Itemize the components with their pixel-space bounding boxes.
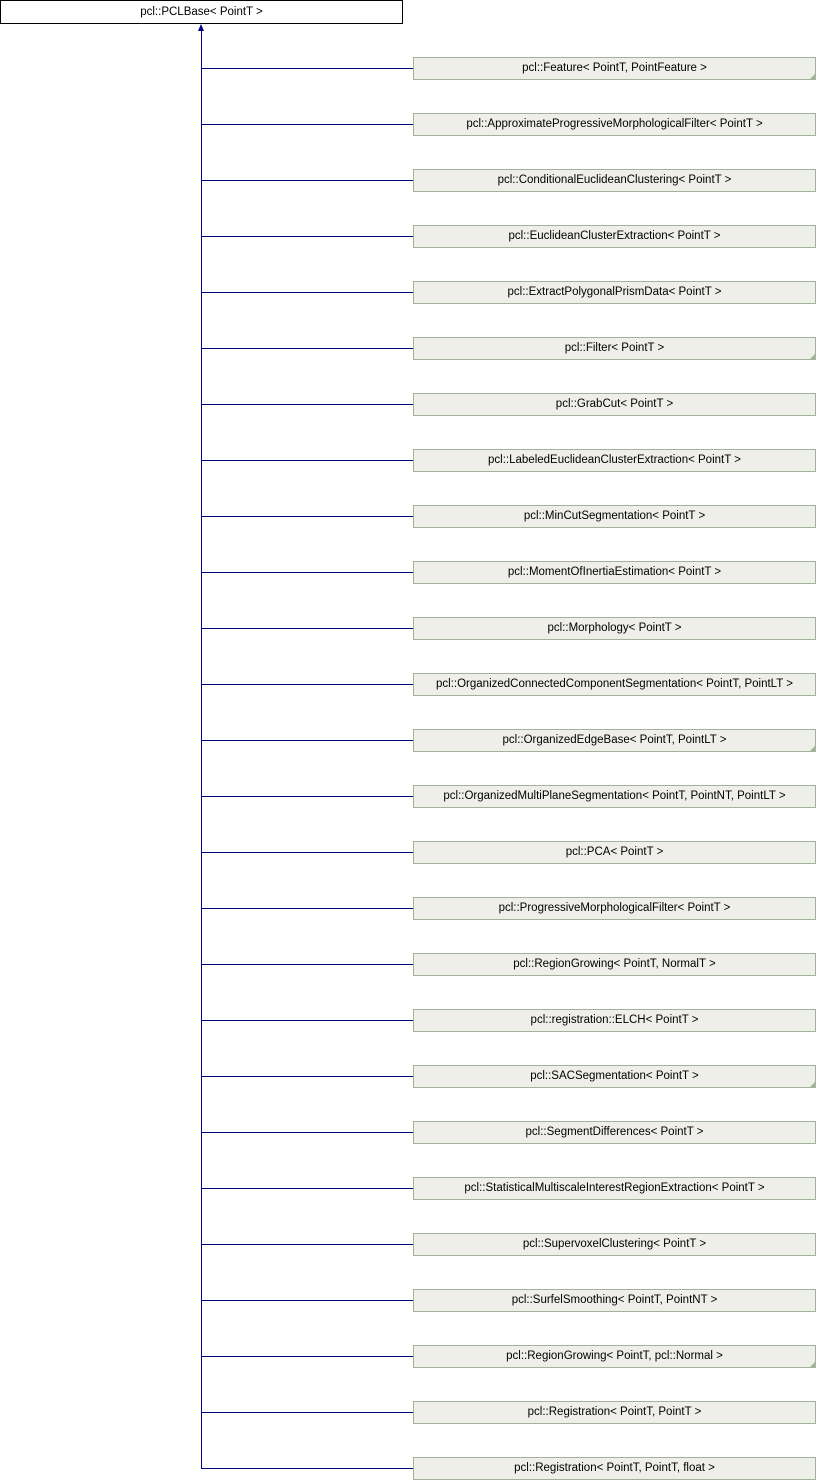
inheritance-edge: [201, 460, 413, 461]
derived-class-node[interactable]: pcl::Morphology< PointT >: [413, 617, 816, 640]
derived-class-node[interactable]: pcl::OrganizedEdgeBase< PointT, PointLT >: [413, 729, 816, 752]
inheritance-edge: [201, 68, 413, 69]
derived-class-node[interactable]: pcl::ExtractPolygonalPrismData< PointT >: [413, 281, 816, 304]
inheritance-edge: [201, 740, 413, 741]
derived-class-node[interactable]: pcl::StatisticalMultiscaleInterestRegionExtraction< PointT >: [413, 1177, 816, 1200]
derived-class-node[interactable]: pcl::OrganizedConnectedComponentSegmentation< PointT, PointLT >: [413, 673, 816, 696]
inheritance-edge: [201, 1076, 413, 1077]
derived-class-node[interactable]: pcl::LabeledEuclideanClusterExtraction< PointT >: [413, 449, 816, 472]
inheritance-edge: [201, 1244, 413, 1245]
inheritance-edge: [201, 908, 413, 909]
inheritance-edge: [201, 292, 413, 293]
inheritance-edge: [201, 124, 413, 125]
derived-class-node[interactable]: pcl::SegmentDifferences< PointT >: [413, 1121, 816, 1144]
inheritance-edge: [201, 1300, 413, 1301]
derived-class-node[interactable]: pcl::GrabCut< PointT >: [413, 393, 816, 416]
inheritance-edge: [201, 684, 413, 685]
derived-class-node[interactable]: pcl::Feature< PointT, PointFeature >: [413, 57, 816, 80]
derived-class-node[interactable]: pcl::OrganizedMultiPlaneSegmentation< PointT, PointNT, PointLT >: [413, 785, 816, 808]
inheritance-edge: [201, 236, 413, 237]
inheritance-edge: [201, 180, 413, 181]
derived-class-node[interactable]: pcl::MinCutSegmentation< PointT >: [413, 505, 816, 528]
inheritance-edge: [201, 796, 413, 797]
inheritance-edge: [201, 964, 413, 965]
derived-class-node[interactable]: pcl::ConditionalEuclideanClustering< PointT >: [413, 169, 816, 192]
inheritance-edge: [201, 1412, 413, 1413]
derived-class-node[interactable]: pcl::registration::ELCH< PointT >: [413, 1009, 816, 1032]
derived-class-node[interactable]: pcl::RegionGrowing< PointT, pcl::Normal >: [413, 1345, 816, 1368]
inheritance-trunk-line: [201, 30, 202, 1469]
inheritance-edge: [201, 1188, 413, 1189]
derived-class-node[interactable]: pcl::Registration< PointT, PointT, float >: [413, 1457, 816, 1480]
inheritance-edge: [201, 516, 413, 517]
derived-class-node[interactable]: pcl::PCA< PointT >: [413, 841, 816, 864]
derived-class-node[interactable]: pcl::Registration< PointT, PointT >: [413, 1401, 816, 1424]
inheritance-edge: [201, 1468, 413, 1469]
inheritance-edge: [201, 1356, 413, 1357]
inheritance-edge: [201, 1020, 413, 1021]
derived-class-node[interactable]: pcl::Filter< PointT >: [413, 337, 816, 360]
inheritance-edge: [201, 628, 413, 629]
base-class-node[interactable]: pcl::PCLBase< PointT >: [0, 0, 403, 24]
derived-class-node[interactable]: pcl::RegionGrowing< PointT, NormalT >: [413, 953, 816, 976]
derived-class-node[interactable]: pcl::EuclideanClusterExtraction< PointT >: [413, 225, 816, 248]
derived-class-node[interactable]: pcl::ApproximateProgressiveMorphologicalFilter< PointT >: [413, 113, 816, 136]
derived-class-node[interactable]: pcl::SACSegmentation< PointT >: [413, 1065, 816, 1088]
inheritance-edge: [201, 348, 413, 349]
derived-class-node[interactable]: pcl::ProgressiveMorphologicalFilter< PointT >: [413, 897, 816, 920]
inheritance-edge: [201, 852, 413, 853]
derived-class-node[interactable]: pcl::MomentOfInertiaEstimation< PointT >: [413, 561, 816, 584]
derived-class-node[interactable]: pcl::SurfelSmoothing< PointT, PointNT >: [413, 1289, 816, 1312]
derived-class-node[interactable]: pcl::SupervoxelClustering< PointT >: [413, 1233, 816, 1256]
inheritance-edge: [201, 404, 413, 405]
inheritance-edge: [201, 1132, 413, 1133]
inheritance-edge: [201, 572, 413, 573]
